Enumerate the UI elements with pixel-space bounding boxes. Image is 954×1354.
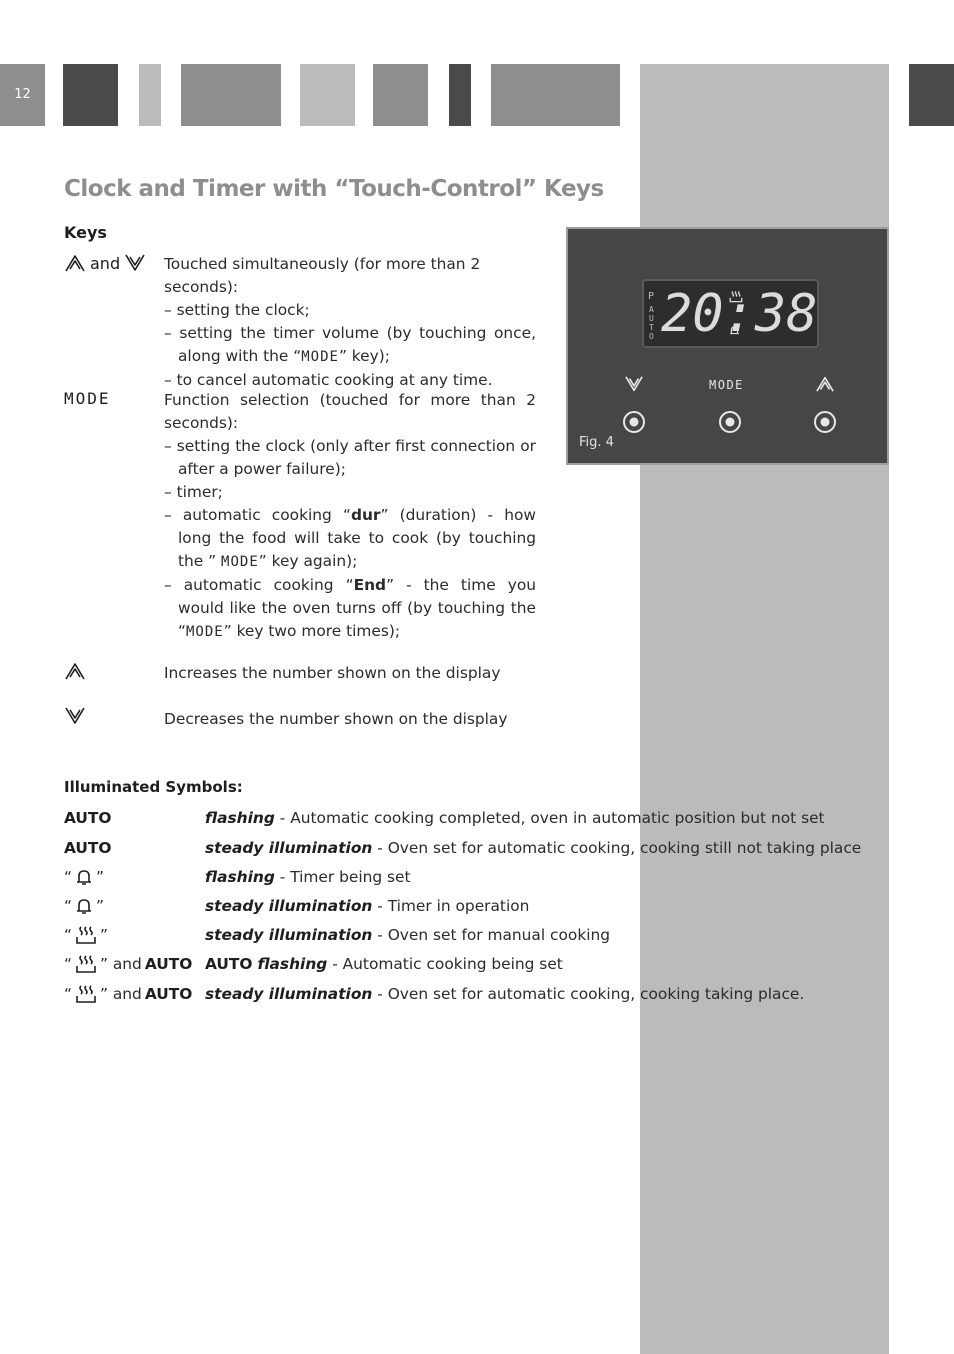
up-arrow-icon [64, 661, 86, 681]
up-arrow-icon [815, 375, 835, 393]
header-block [449, 64, 471, 126]
updown-keys-label [64, 253, 146, 273]
header-block [63, 64, 118, 126]
down-arrow-icon [124, 253, 146, 273]
header-block [139, 64, 161, 126]
down-arrow-icon [624, 375, 644, 393]
mode-item: – automatic cooking “End” - the time you would like the oven turns off (by touching the “MODE” key two more times); [164, 576, 537, 640]
symbol-row: “ ” steady illumination - Oven set for manual cooking [64, 926, 611, 944]
control-panel-figure [566, 227, 889, 465]
symbol-row: “ ” and AUTO steady illumination - Oven set for automatic cooking, cooking taking place. [64, 985, 805, 1003]
mode-icon: MODE [64, 389, 111, 408]
illuminated-heading: Illuminated Symbols: [64, 778, 243, 796]
down-key-label [64, 706, 86, 726]
clock-display [642, 279, 819, 348]
mode-item: – timer; [164, 483, 223, 501]
and-text: and [90, 253, 121, 273]
heat-waves-icon [75, 984, 97, 1004]
mode-key-label: MODE [709, 378, 744, 392]
symbol-row: AUTO steady illumination - Oven set for automatic cooking, cooking still not taking place [64, 839, 862, 857]
display-p-indicator: P [648, 291, 655, 302]
updown-item: – setting the timer volume (by touching once, along with the “MODE” key); [164, 324, 536, 365]
mode-intro: Function selection (touched for more than 2 seconds): [164, 391, 536, 432]
display-auto-indicator: AUTO [649, 305, 654, 341]
mode-touch-button[interactable] [718, 410, 742, 434]
keys-heading: Keys [64, 223, 107, 242]
updown-item: – to cancel automatic cooking at any time. [164, 371, 493, 389]
up-touch-button[interactable] [813, 410, 837, 434]
symbol-row: “ ” and AUTO AUTO flashing - Automatic cooking being set [64, 955, 563, 973]
header-block [181, 64, 281, 126]
updown-description [164, 253, 536, 392]
heat-waves-icon [75, 925, 97, 945]
up-arrow-icon [64, 253, 86, 273]
page-number: 12 [0, 64, 45, 126]
mode-description [164, 389, 536, 644]
bell-icon [729, 325, 740, 336]
bell-icon [75, 897, 93, 915]
updown-intro: Touched simultaneously (for more than 2 seconds): [164, 255, 481, 296]
page-title: Clock and Timer with “Touch-Control” Keys [64, 176, 604, 202]
header-block [373, 64, 428, 126]
header-block [300, 64, 355, 126]
mode-item: – automatic cooking “dur” (duration) - how long the food will take to cook (by touching the ” MODE” key again); [164, 506, 536, 570]
mode-item: – setting the clock (only after first connection or after a power failure); [164, 437, 536, 478]
symbol-row: AUTO flashing - Automatic cooking completed, oven in automatic position but not set [64, 809, 825, 827]
updown-item: – setting the clock; [164, 301, 310, 319]
mode-key-label [64, 389, 111, 408]
header-block [491, 64, 620, 126]
heat-waves-icon [75, 954, 97, 974]
display-time: 20:38 [661, 284, 818, 344]
header-block [909, 64, 954, 126]
down-description: Decreases the number shown on the display [164, 710, 508, 728]
down-arrow-icon [64, 706, 86, 726]
symbol-row: “ ” steady illumination - Timer in operation [64, 897, 530, 915]
up-description: Increases the number shown on the display [164, 664, 501, 682]
up-key-label [64, 661, 86, 681]
heat-waves-icon [729, 290, 743, 303]
down-touch-button[interactable] [622, 410, 646, 434]
symbol-row: “ ” flashing - Timer being set [64, 868, 411, 886]
bell-icon [75, 868, 93, 886]
figure-caption: Fig. 4 [579, 435, 614, 450]
